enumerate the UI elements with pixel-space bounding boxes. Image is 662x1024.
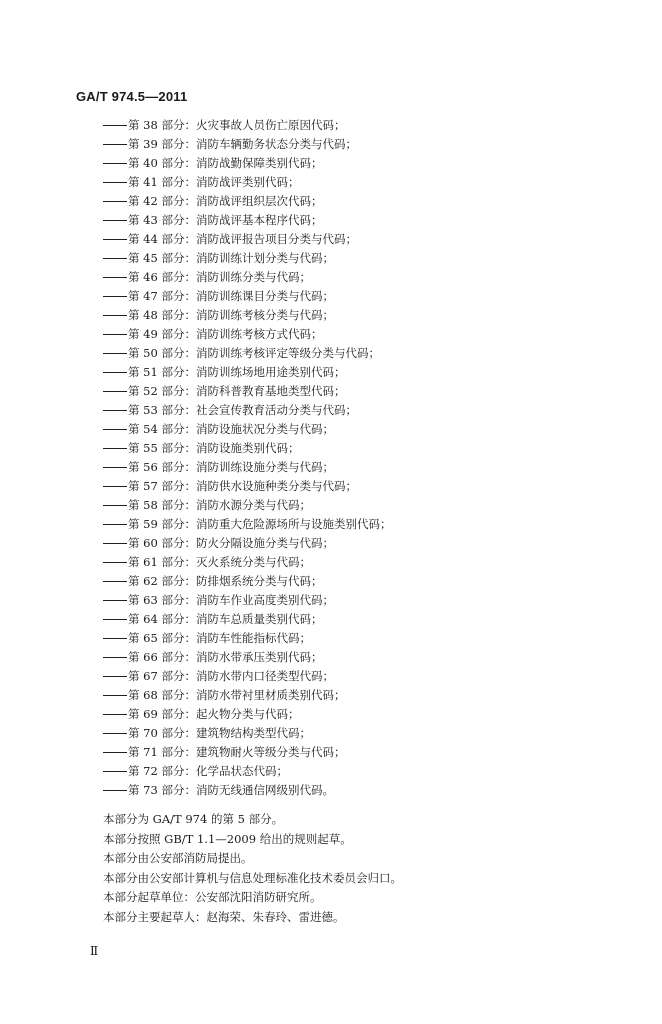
em-dash-marker xyxy=(103,182,127,183)
em-dash-marker xyxy=(103,714,127,715)
foreword-line: 本部分由公安部计算机与信息处理标准化技术委员会归口。 xyxy=(103,870,402,885)
part-list-item xyxy=(103,154,391,173)
em-dash-marker xyxy=(103,657,127,658)
part-list-item xyxy=(103,515,391,534)
part-title: 第 70 部分：建筑物结构类型代码； xyxy=(128,726,311,740)
part-list-item xyxy=(103,439,391,458)
part-list-item xyxy=(103,743,391,762)
parts-list xyxy=(103,116,391,800)
part-list-item xyxy=(103,173,391,192)
part-title: 第 63 部分：消防车作业高度类别代码； xyxy=(128,593,334,607)
part-list-item xyxy=(103,534,391,553)
part-title: 第 57 部分：消防供水设施种类分类与代码； xyxy=(128,479,357,493)
em-dash-marker xyxy=(103,771,127,772)
part-title: 第 73 部分：消防无线通信网级别代码。 xyxy=(128,783,334,797)
part-title: 第 49 部分：消防训练考核方式代码； xyxy=(128,327,323,341)
part-list-item xyxy=(103,344,391,363)
em-dash-marker xyxy=(103,695,127,696)
part-title: 第 68 部分：消防水带衬里材质类别代码； xyxy=(128,688,346,702)
part-list-item xyxy=(103,629,391,648)
em-dash-marker xyxy=(103,353,127,354)
part-list-item xyxy=(103,420,391,439)
part-list-item xyxy=(103,648,391,667)
em-dash-marker xyxy=(103,220,127,221)
part-title: 第 50 部分：消防训练考核评定等级分类与代码； xyxy=(128,346,380,360)
part-title: 第 61 部分：灭火系统分类与代码； xyxy=(128,555,311,569)
part-title: 第 45 部分：消防训练计划分类与代码； xyxy=(128,251,334,265)
part-list-item xyxy=(103,496,391,515)
part-title: 第 65 部分：消防车性能指标代码； xyxy=(128,631,311,645)
em-dash-marker xyxy=(103,752,127,753)
part-title: 第 67 部分：消防水带内口径类型代码； xyxy=(128,669,334,683)
part-list-item xyxy=(103,382,391,401)
part-list-item xyxy=(103,591,391,610)
part-list-item xyxy=(103,572,391,591)
part-title: 第 58 部分：消防水源分类与代码； xyxy=(128,498,311,512)
part-list-item xyxy=(103,268,391,287)
em-dash-marker xyxy=(103,334,127,335)
part-list-item xyxy=(103,211,391,230)
em-dash-marker xyxy=(103,638,127,639)
part-list-item xyxy=(103,705,391,724)
part-list-item xyxy=(103,553,391,572)
part-title: 第 64 部分：消防车总质量类别代码； xyxy=(128,612,323,626)
part-title: 第 38 部分：火灾事故人员伤亡原因代码； xyxy=(128,118,346,132)
part-list-item xyxy=(103,762,391,781)
em-dash-marker xyxy=(103,733,127,734)
part-title: 第 55 部分：消防设施类别代码； xyxy=(128,441,300,455)
part-list-item xyxy=(103,116,391,135)
em-dash-marker xyxy=(103,410,127,411)
part-title: 第 62 部分：防排烟系统分类与代码； xyxy=(128,574,323,588)
part-list-item xyxy=(103,249,391,268)
part-list-item xyxy=(103,192,391,211)
part-title: 第 72 部分：化学品状态代码； xyxy=(128,764,288,778)
em-dash-marker xyxy=(103,505,127,506)
part-title: 第 51 部分：消防训练场地用途类别代码； xyxy=(128,365,346,379)
em-dash-marker xyxy=(103,315,127,316)
em-dash-marker xyxy=(103,524,127,525)
part-title: 第 44 部分：消防战评报告项目分类与代码； xyxy=(128,232,357,246)
part-title: 第 69 部分：起火物分类与代码； xyxy=(128,707,300,721)
em-dash-marker xyxy=(103,296,127,297)
page-number: Ⅱ xyxy=(90,944,99,958)
part-title: 第 71 部分：建筑物耐火等级分类与代码； xyxy=(128,745,346,759)
part-list-item xyxy=(103,363,391,382)
part-list-item xyxy=(103,230,391,249)
part-title: 第 47 部分：消防训练课目分类与代码； xyxy=(128,289,334,303)
em-dash-marker xyxy=(103,372,127,373)
em-dash-marker xyxy=(103,600,127,601)
part-list-item xyxy=(103,135,391,154)
part-list-item xyxy=(103,477,391,496)
foreword-line: 本部分主要起草人：赵海荣、朱春玲、雷进德。 xyxy=(103,909,345,924)
em-dash-marker xyxy=(103,125,127,126)
em-dash-marker xyxy=(103,163,127,164)
part-title: 第 46 部分：消防训练分类与代码； xyxy=(128,270,311,284)
part-list-item xyxy=(103,325,391,344)
part-list-item xyxy=(103,781,391,800)
part-title: 第 60 部分：防火分隔设施分类与代码； xyxy=(128,536,334,550)
part-list-item xyxy=(103,667,391,686)
part-title: 第 52 部分：消防科普教育基地类型代码； xyxy=(128,384,346,398)
em-dash-marker xyxy=(103,391,127,392)
em-dash-marker xyxy=(103,581,127,582)
part-title: 第 59 部分：消防重大危险源场所与设施类别代码； xyxy=(128,517,392,531)
part-list-item xyxy=(103,458,391,477)
part-title: 第 41 部分：消防战评类别代码； xyxy=(128,175,300,189)
foreword-line: 本部分起草单位：公安部沈阳消防研究所。 xyxy=(103,890,322,904)
em-dash-marker xyxy=(103,543,127,544)
part-title: 第 66 部分：消防水带承压类别代码； xyxy=(128,650,323,664)
foreword-line: 本部分为 GA/T 974 的第 5 部分。 xyxy=(103,812,284,826)
em-dash-marker xyxy=(103,448,127,449)
part-list-item xyxy=(103,724,391,743)
em-dash-marker xyxy=(103,562,127,563)
part-title: 第 56 部分：消防训练设施分类与代码； xyxy=(128,460,334,474)
em-dash-marker xyxy=(103,467,127,468)
part-title: 第 40 部分：消防战勤保障类别代码； xyxy=(128,156,323,170)
part-title: 第 48 部分：消防训练考核分类与代码； xyxy=(128,308,334,322)
em-dash-marker xyxy=(103,201,127,202)
part-list-item xyxy=(103,306,391,325)
em-dash-marker xyxy=(103,277,127,278)
foreword-line: 本部分由公安部消防局提出。 xyxy=(103,851,253,865)
em-dash-marker xyxy=(103,429,127,430)
em-dash-marker xyxy=(103,486,127,487)
part-list-item xyxy=(103,686,391,705)
part-title: 第 42 部分：消防战评组织层次代码； xyxy=(128,194,323,208)
part-list-item xyxy=(103,401,391,420)
part-list-item xyxy=(103,287,391,306)
em-dash-marker xyxy=(103,676,127,677)
foreword-notes xyxy=(103,810,402,927)
em-dash-marker xyxy=(103,239,127,240)
part-title: 第 39 部分：消防车辆勤务状态分类与代码； xyxy=(128,137,357,151)
standard-code: GA/T 974.5—2011 xyxy=(76,89,188,104)
part-title: 第 43 部分：消防战评基本程序代码； xyxy=(128,213,323,227)
part-title: 第 54 部分：消防设施状况分类与代码； xyxy=(128,422,334,436)
em-dash-marker xyxy=(103,619,127,620)
em-dash-marker xyxy=(103,790,127,791)
em-dash-marker xyxy=(103,144,127,145)
foreword-line: 本部分按照 GB/T 1.1—2009 给出的规则起草。 xyxy=(103,831,352,846)
part-title: 第 53 部分：社会宣传教育活动分类与代码； xyxy=(128,403,357,417)
part-list-item xyxy=(103,610,391,629)
em-dash-marker xyxy=(103,258,127,259)
